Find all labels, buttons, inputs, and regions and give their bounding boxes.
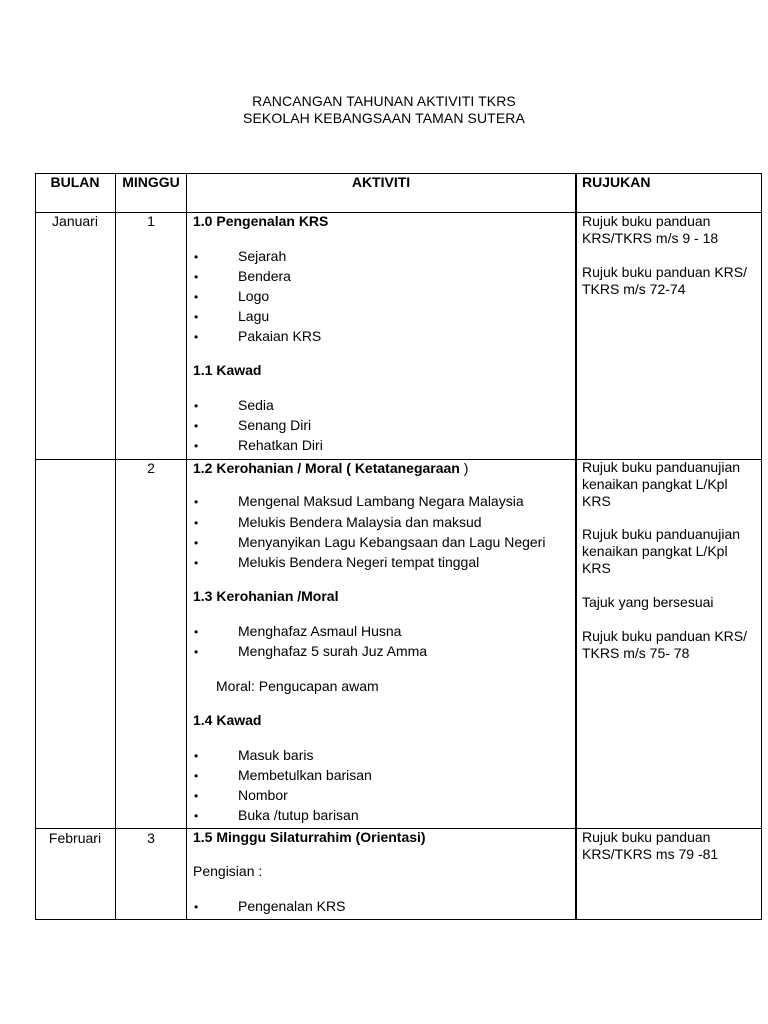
bullet-icon: • <box>194 556 199 570</box>
bullet-icon: • <box>194 270 199 284</box>
section-heading: 1.5 Minggu Silaturrahim (Orientasi) <box>193 829 426 845</box>
list-item: Buka /tutup barisan <box>238 807 359 823</box>
bullet-icon: • <box>194 749 199 763</box>
row-bulan: Januari <box>52 213 98 229</box>
table-col-divider <box>186 173 187 920</box>
list-item: Pakaian KRS <box>238 328 322 344</box>
section-note: Pengisian : <box>193 863 263 879</box>
reference-text: Rujuk buku panduan KRS/TKRS ms 79 -81 <box>582 829 719 862</box>
list-item: Membetulkan barisan <box>238 767 372 783</box>
table-col-divider <box>575 173 577 920</box>
reference-text: Rujuk buku panduanujian kenaikan pangkat L/Kpl KRS <box>582 526 741 576</box>
reference-text: Tajuk yang bersesuai <box>582 594 714 610</box>
bullet-icon: • <box>194 310 199 324</box>
bullet-icon: • <box>194 536 199 550</box>
list-item: Mengenal Maksud Lambang Negara Malaysia <box>238 493 524 509</box>
list-item: Melukis Bendera Negeri tempat tinggal <box>238 554 480 570</box>
bullet-icon: • <box>194 290 199 304</box>
section-note: Moral: Pengucapan awam <box>216 678 379 694</box>
list-item: Melukis Bendera Malaysia dan maksud <box>238 514 482 530</box>
table-col-divider <box>115 173 116 920</box>
bullet-icon: • <box>194 439 199 453</box>
bullet-icon: • <box>194 809 199 823</box>
reference-text: Rujuk buku panduan KRS/TKRS m/s 9 - 18 <box>582 213 719 246</box>
table-border-left <box>35 173 36 920</box>
bullet-icon: • <box>194 330 199 344</box>
bullet-icon: • <box>194 495 199 509</box>
list-item: Senang Diri <box>238 417 312 433</box>
list-item: Masuk baris <box>238 747 314 763</box>
reference-text: Rujuk buku panduan KRS/ TKRS m/s 75- 78 <box>582 628 747 661</box>
reference-text: Rujuk buku panduan KRS/ TKRS m/s 72-74 <box>582 264 747 297</box>
row-minggu: 2 <box>147 460 155 476</box>
list-item: Nombor <box>238 787 288 803</box>
section-heading <box>193 460 468 477</box>
list-item: Menghafaz Asmaul Husna <box>238 623 402 639</box>
list-item: Bendera <box>238 268 291 284</box>
list-item: Menghafaz 5 surah Juz Amma <box>238 643 428 659</box>
bullet-icon: • <box>194 399 199 413</box>
header-minggu: MINGGU <box>122 174 180 190</box>
document-title: RANCANGAN TAHUNAN AKTIVITI TKRS <box>252 93 516 109</box>
header-aktiviti: AKTIVITI <box>351 174 411 190</box>
row-minggu: 3 <box>147 830 155 846</box>
section-heading: 1.1 Kawad <box>193 362 262 378</box>
bullet-icon: • <box>194 769 199 783</box>
list-item: Pengenalan KRS <box>238 898 346 914</box>
bullet-icon: • <box>194 625 199 639</box>
document-subtitle: SEKOLAH KEBANGSAAN TAMAN SUTERA <box>243 110 525 126</box>
section-heading: 1.3 Kerohanian /Moral <box>193 588 339 604</box>
bullet-icon: • <box>194 516 199 530</box>
bullet-icon: • <box>194 789 199 803</box>
header-rujukan: RUJUKAN <box>582 174 651 190</box>
section-heading-tail: ) <box>459 460 469 476</box>
list-item: Rehatkan Diri <box>238 437 323 453</box>
bullet-icon: • <box>194 250 199 264</box>
section-heading-bold: 1.2 Kerohanian / Moral ( Ketatanegaraan <box>193 460 460 476</box>
list-item: Menyanyikan Lagu Kebangsaan dan Lagu Negeri <box>238 534 546 550</box>
reference-text: Rujuk buku panduanujian kenaikan pangkat L/Kpl KRS <box>582 459 741 509</box>
bullet-icon: • <box>194 419 199 433</box>
list-item: Lagu <box>238 308 270 324</box>
section-heading: 1.4 Kawad <box>193 712 262 728</box>
bullet-icon: • <box>194 900 199 914</box>
section-heading: 1.0 Pengenalan KRS <box>193 213 329 229</box>
bullet-icon: • <box>194 645 199 659</box>
row-bulan: Februari <box>48 830 102 846</box>
header-bulan: BULAN <box>50 174 100 190</box>
table-border-bottom <box>35 919 762 920</box>
list-item: Sedia <box>238 397 274 413</box>
list-item: Logo <box>238 288 270 304</box>
row-minggu: 1 <box>147 213 155 229</box>
list-item: Sejarah <box>238 248 287 264</box>
